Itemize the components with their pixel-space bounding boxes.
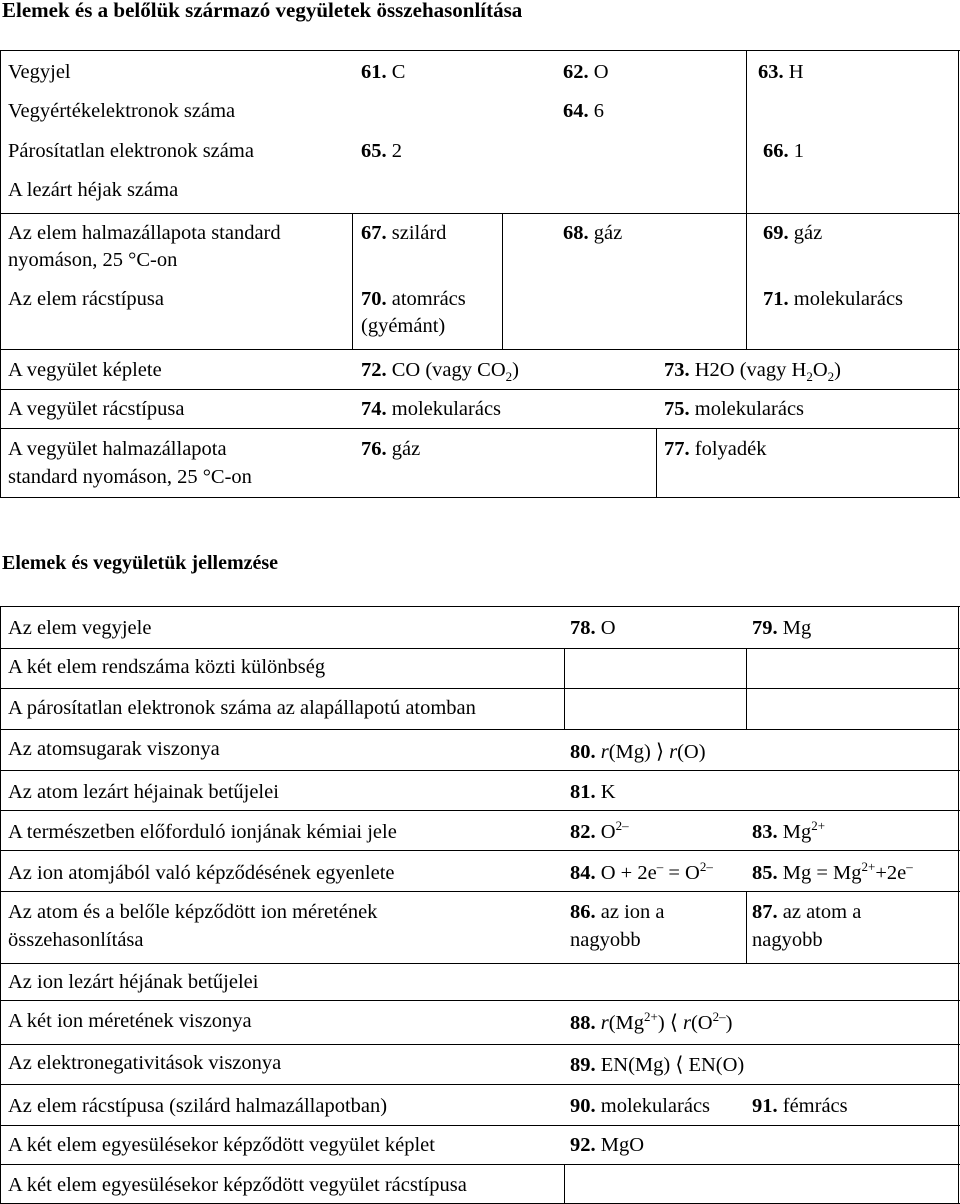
cell-71: 71. molekularács <box>763 288 904 310</box>
row-valence-label: Vegyértékelektronok száma <box>8 100 236 122</box>
r2-label: A két elem rendszáma közti különbség <box>8 656 326 678</box>
cell-63: 63. H <box>758 61 804 83</box>
row-state-label-2: nyomáson, 25 °C-on <box>8 249 178 271</box>
r13-label: A két elem egyesülésekor képződött vegyület képlet <box>8 1134 435 1156</box>
r9-label: Az ion lezárt héjának betűjelei <box>8 971 259 993</box>
cell-88: 88. $r(Mg^{2+})$ ⟨ $r(O^{2-})$ <box>570 1009 733 1034</box>
r11-label: Az elektronegativitások viszonya <box>8 1052 282 1074</box>
row-clattice-label: A vegyület rácstípusa <box>8 398 185 420</box>
row-cstate-label-2: standard nyomáson, 25 °C-on <box>8 466 252 488</box>
r8-label-1: Az atom és a belőle képződött ion méretének <box>8 901 378 923</box>
section1-heading: Elemek és a belőlük származó vegyületek összehasonlítása <box>2 0 523 22</box>
cell-81: 81. K <box>570 781 616 803</box>
row-symbol-label: Vegyjel <box>8 61 71 83</box>
cell-79: 79. Mg <box>752 617 812 639</box>
r5-label: Az atom lezárt héjainak betűjelei <box>8 781 279 803</box>
row-state-label-1: Az elem halmazállapota standard <box>8 222 281 244</box>
cell-86: 86. az ion a <box>570 901 665 923</box>
cell-67: 67. szilárd <box>361 222 447 244</box>
cell-80: 80. r(Mg) ⟩ r(O) <box>570 741 706 763</box>
cell-61: 61. C <box>361 61 406 83</box>
cell-66: 66. 1 <box>763 140 804 162</box>
r6-label: A természetben előforduló ionjának kémiai jele <box>8 821 397 843</box>
cell-85: 85. $Mg = Mg^{2+}+2e^-$ <box>752 859 913 884</box>
r8-label-2: összehasonlítása <box>8 929 144 951</box>
r14-label: A két elem egyesülésekor képződött vegyület rácstípusa <box>8 1174 467 1196</box>
cell-87-line2: nagyobb <box>752 929 823 951</box>
cell-70-line2: (gyémánt) <box>361 315 446 337</box>
cell-76: 76. gáz <box>361 438 421 460</box>
cell-64: 64. 6 <box>563 100 604 122</box>
cell-62: 62. O <box>563 61 609 83</box>
cell-84: 84. $O + 2e^- = O^{2-}$ <box>570 859 713 884</box>
cell-82: 82. $O^{2-}$ <box>570 818 629 843</box>
row-lattice-label: Az elem rácstípusa <box>8 288 164 310</box>
cell-68: 68. gáz <box>563 222 623 244</box>
cell-91: 91. fémrács <box>752 1095 848 1117</box>
row-cstate-label-1: A vegyület halmazállapota <box>8 438 227 460</box>
r12-label: Az elem rácstípusa (szilárd halmazállapotban) <box>8 1095 388 1117</box>
r7-label: Az ion atomjából való képződésének egyenlete <box>8 862 395 884</box>
cell-70: 70. atomrács <box>361 288 466 310</box>
cell-89: 89. EN(Mg) ⟨ EN(O) <box>570 1054 745 1076</box>
cell-83: 83. $Mg^{2+}$ <box>752 818 826 843</box>
row-formula-label: A vegyület képlete <box>8 359 162 381</box>
r10-label: A két ion méretének viszonya <box>8 1010 252 1032</box>
cell-92: 92. MgO <box>570 1134 645 1156</box>
r4-label: Az atomsugarak viszonya <box>8 738 220 760</box>
cell-77: 77. folyadék <box>664 438 767 460</box>
section2-heading: Elemek és vegyületük jellemzése <box>2 552 279 574</box>
cell-69: 69. gáz <box>763 222 823 244</box>
cell-86-line2: nagyobb <box>570 929 641 951</box>
r3-label: A párosítatlan elektronok száma az alapállapotú atomban <box>8 697 476 719</box>
r1-label: Az elem vegyjele <box>8 617 152 639</box>
cell-78: 78. O <box>570 617 616 639</box>
row-unpaired-label: Párosítatlan elektronok száma <box>8 140 254 162</box>
cell-90: 90. molekularács <box>570 1095 711 1117</box>
cell-65: 65. 2 <box>361 140 402 162</box>
cell-72: 72. CO (vagy $CO_2$) <box>361 359 519 385</box>
cell-74: 74. molekularács <box>361 398 502 420</box>
cell-87: 87. az atom a <box>752 901 862 923</box>
cell-73: 73. H2O (vagy $H_2O_2$) <box>664 359 841 385</box>
cell-75: 75. molekularács <box>664 398 805 420</box>
row-shells-label: A lezárt héjak száma <box>8 179 179 201</box>
